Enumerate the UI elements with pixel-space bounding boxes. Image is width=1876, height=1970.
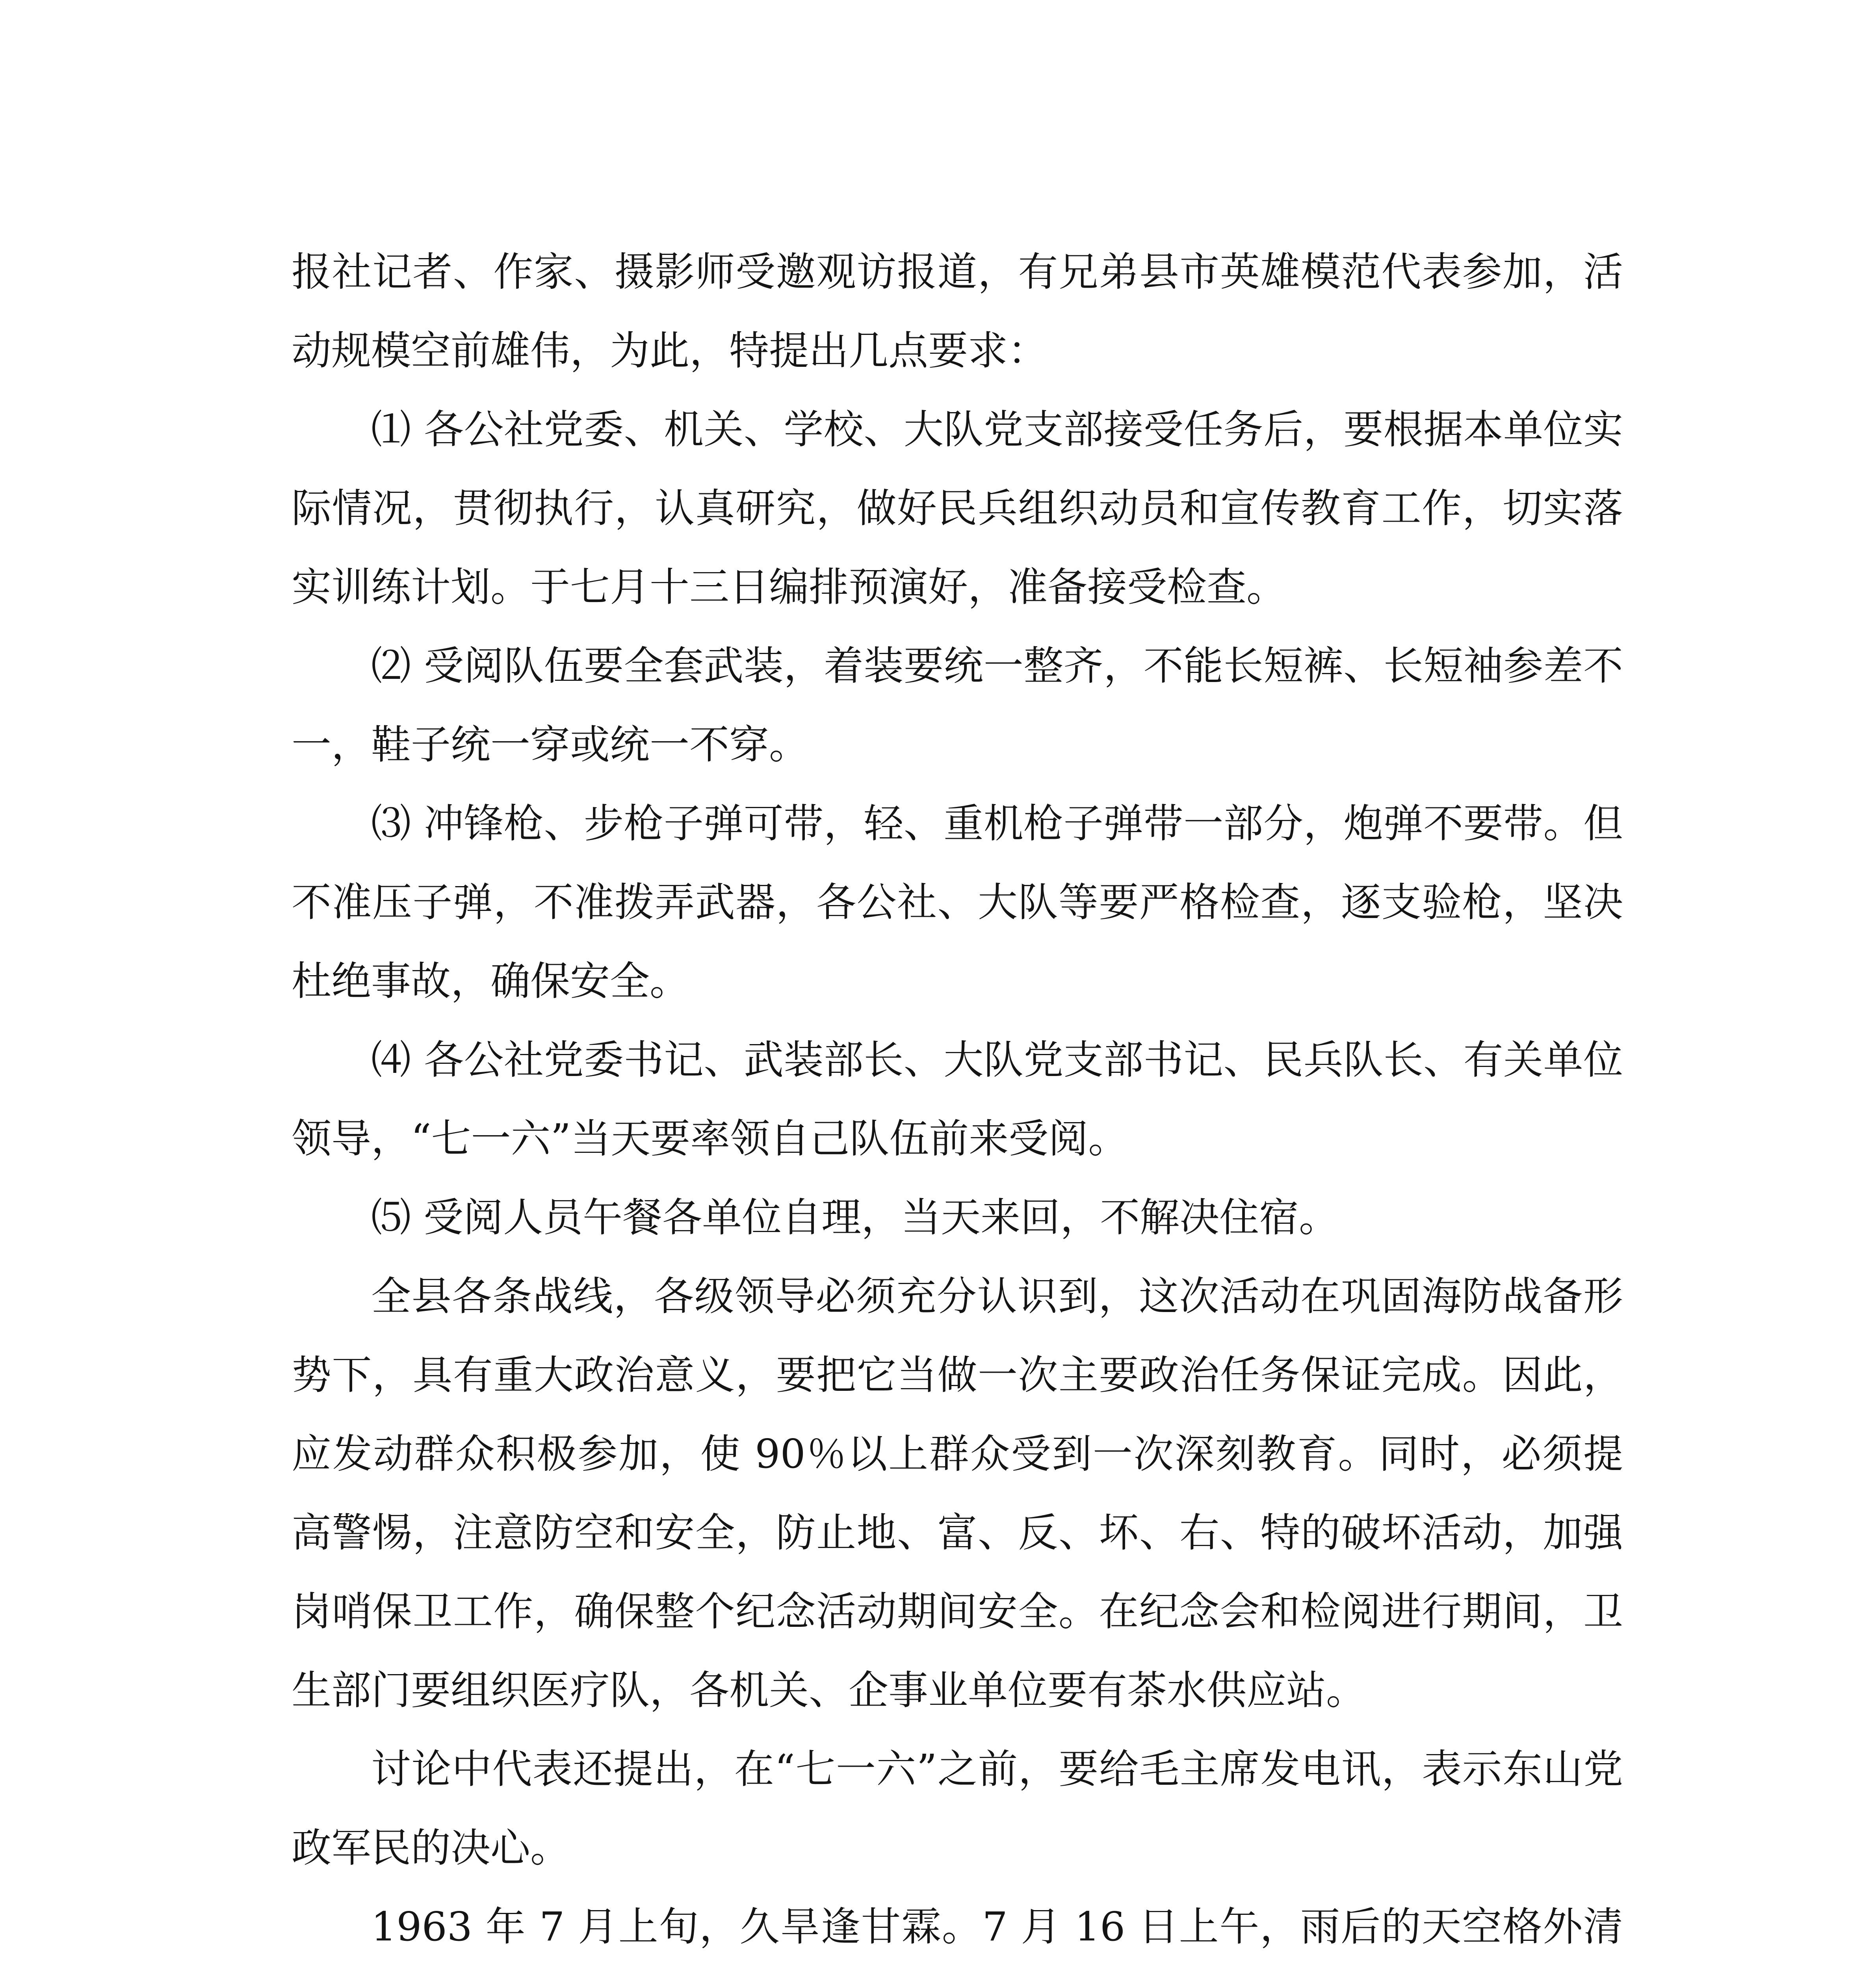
list-item-1: ⑴ 各公社党委、机关、学校、大队党支部接受任务后，要根据本单位实际情况，贯彻执行，认真研究，做好民兵组织动员和宣传教育工作，切实落实训练计划。于七月十三日编排预演好，准备接受检查。 [292, 406, 1623, 610]
paragraph: 报社记者、作家、摄影师受邀观访报道，有兄弟县市英雄模范代表参加，活动规模空前雄伟，为此，特提出几点要求： [292, 249, 1623, 374]
paragraph: 全县各条战线，各级领导必须充分认识到，这次活动在巩固海防战备形势下，具有重大政治意义，要把它当做一次主要政治任务保证完成。因此，应发动群众积极参加，使 90％以上群众受到一次深刻教育。同时，必须提高警惕，注意防空和安全，防止地、富、反、坏、右、特的破坏活动，加强岗哨保卫工作，确保整个纪念活动期间安全。在纪念会和检阅进行期间，卫生部门要组织医疗队，各机关、企事业单位要有茶水供应站。 [292, 1273, 1623, 1714]
list-item-2: ⑵ 受阅队伍要全套武装，着装要统一整齐，不能长短裤、长短袖参差不一，鞋子统一穿或统一不穿。 [292, 643, 1623, 768]
list-item-4: ⑷ 各公社党委书记、武装部长、大队党支部书记、民兵队长、有关单位领导，“七一六”当天要率领自己队伍前来受阅。 [292, 1037, 1623, 1162]
list-item-3: ⑶ 冲锋枪、步枪子弹可带，轻、重机枪子弹带一部分，炮弹不要带。但不准压子弹，不准拨弄武器，各公社、大队等要严格检查，逐支验枪，坚决杜绝事故，确保安全。 [292, 800, 1623, 1004]
list-item-5: ⑸ 受阅人员午餐各单位自理，当天来回，不解决住宿。 [371, 1194, 1339, 1241]
body-text [292, 232, 1623, 1970]
paragraph-text: 1963 年 7 月上旬，久旱逢甘霖。7 月 16 日上午，雨后的天空格外清 [371, 1903, 1623, 1950]
paragraph: 讨论中代表还提出，在“七一六”之前，要给毛主席发电讯，表示东山党政军民的决心。 [292, 1746, 1623, 1871]
paragraph [292, 1887, 1623, 1970]
